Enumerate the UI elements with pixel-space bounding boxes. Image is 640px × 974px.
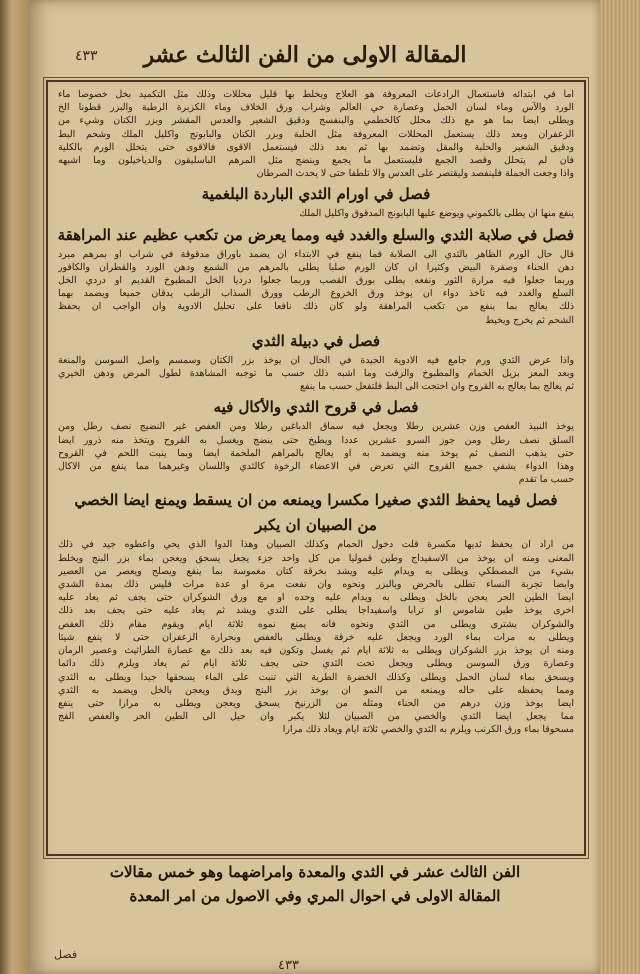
catchword: فصل (54, 948, 78, 961)
text-line: الشحم ثم يخرج ويخيط (485, 314, 574, 326)
page-stack-edge (598, 0, 640, 974)
text-line: والشوكران يشترى ويطلى من الثدي ونحوه فانه يمنع نموه ثلاثة ايام ويقوم مقام ذلك العفص (58, 618, 574, 630)
text-line: حتى يذهب النصف ثم يوخذ منه ويضمد به او يعالج بالمراهم الملحمة ايضا وبما ينبت اللحم في القروح (58, 447, 574, 459)
body-text (58, 88, 574, 737)
text-line: ويسحق بماء لسان الحمل ويطلى وكذلك الخضرة الطرية التي تنبت على الماء يسحقها جيدا ويطلى به الثدي (58, 671, 574, 683)
text-line: مما يجعل ايضا الثدي والخصي من الصبيان لئلا يكبر وان حيل الى الطين الحر والعفص الفج (58, 711, 574, 723)
text-line: ذلك يعالج بما ينفع من تكعب المراهقة ولو كان ذلك نافعا على تحليل الادوية وان الواجب ان يحفظ (58, 301, 574, 313)
text-line: ويطلى ايضا بما هو مع ذلك محلل كالخطمي والبنفسج ودقيق الشعير والعدس المقشر وبزر الكتان وشيء من (58, 115, 574, 127)
text-line: ودقيق الشعير والحلبة والمقل وتضمد بها ثم بعد ذلك فيستعمل الاقوى فالاقوى حتى يتحلل الورم بالكلية (58, 141, 574, 153)
text-line: بشيء من المصطكي ويطلى به ويدام عليه ويشد بخرقة كتان مغموسة بما ينفع ويصلح ويعصر من العصير (58, 565, 574, 577)
section-heading: فصل في قروح الثدي والأكال فيه (213, 398, 419, 417)
text-line: وعصارة ورق السوسن ويطلى ويجعل تحت الثدي حتى يجف ثلاثة ايام ثم يعاد ويلزم ذلك دائما (58, 658, 574, 670)
chapter-heading: المقالة الاولى في احوال المري وفي الاصول من امر المعدة (129, 887, 501, 905)
text-line: ايضا يوخذ وزن درهم من الحناء ومثله من الزرنيخ يسحق ويعجن ويطلى به مرارا حتى ينفع (58, 697, 574, 709)
text-line: السلق نصف رطل ومن جوز السرو عشرين عددا ويطبخ حتى ينضج ويغسل به القروح ويتخذ منه ذرور ايضا (58, 434, 574, 446)
facing-page-edge (0, 0, 30, 974)
book-section-title: الفن الثالث عشر في الثدي والمعدة وامراضهما وهو خمس مقالات (109, 863, 521, 881)
text-line: وهذا الدواء يشفي جميع القروح التي تعرض في الاعضاء الرخوة كالثدي واللسان وغيرهما مما ينفع من الاكال (58, 461, 574, 473)
text-line: اخرى يوخذ طين شاموس او ترابا واسفيداجا يطلى على الثدي ويشد ثم يعاد عليه حتى يجف بعد ذلك (58, 605, 574, 617)
page-number-bottom: ٤٣٣ (278, 958, 299, 973)
text-line: مسحوقا بماء ورق الكرنب ويلزم به الثدي والخصي ثلاثة ايام ويعاد ذلك مرارا (282, 724, 574, 736)
text-line: ينفع منها ان يطلى بالكموني ويوضع عليها البابونج المدقوق واكليل الملك (299, 208, 574, 220)
text-line: ويطلى به مرات بماء الورد ويجعل عليه خرقة ويطلى بالعفص وبحرارة الزعفران حتى لا ينفع شيئا (58, 631, 574, 643)
text-line: وبعد المعز بزيل الحمام والمطبوخ والزفت وما اشبه ذلك حسب ما توجبه المشاهدة لطول المرض ودهن الخيري (58, 368, 574, 380)
text-line: يوخذ النبيذ العفص وزن عشرين رطلا ويجعل فيه سماق الدباغين رطلا ومن العفص غير النضيج نصف رطل ومن (58, 421, 574, 433)
section-heading: فصل في دبيلة الثدي (251, 331, 381, 350)
section-heading: فصل فيما يحفظ الثدي صغيرا مكسرا ويمنعه من ان يسقط ويمنع ايضا الخصي (74, 491, 558, 510)
text-line: واذا عرض الثدي ورم جامع فيه الادوية الجيدة في الحال ان يوخذ بزر الكتان وسمسم واصل السوسن والمنعة (58, 354, 574, 366)
page-header (30, 40, 600, 76)
text-line: قال حال الورم الظاهر بالثدي الى الصلابة فما ينفع في الابتداء ان يضمد باوراق مدقوقة في شراب او بمرهم مبرد (58, 248, 574, 260)
text-line: ومنه ان يوخذ بزر الشوكران ويطلى به ثلاثة ايام ثم يغسل وتكون فيه بعد ذلك مع عصارة الطراثيث وعصير الرمان (58, 645, 574, 657)
text-line: فان لم يتحلل وقصد الجمع فليستعمل ما يجمع وينضج مثل المرهم الباسليقون والدياخيلون وما اشبهه (58, 155, 574, 167)
text-line: ثم يعالج بما يعالج به القروح وان احتجت الى البط فلتفعل حسب ما ينفع (299, 381, 574, 393)
text-line: وربما جعلوا فيه مرارة الثور ونفعه يطلى بورق القصب وربما جعلوا درديا الخل المطبوخ القديم او دردي الخل (58, 275, 574, 287)
text-line: من اراد ان يحفظ ثديها مكسرة قلت دخول الحمام وكذلك الصبيان وهذا الدوا الذي يحي واعطوه جيد في ذلك (58, 539, 574, 551)
text-line: ايضا الطين الحر يعجن بالخل ويطلى به ويدام عليه وحده او مع ورق الشوكران حتى يجف ثم يعاد عليه (58, 592, 574, 604)
section-heading: فصل في صلابة الثدي والسلع والغدد فيه ومما يعرض من تكعب عظيم عند المراهقة (58, 225, 574, 244)
text-line: حسب ما تقدم (518, 474, 574, 486)
section-heading: من الصبيان ان يكبر (255, 516, 377, 535)
text-frame (46, 80, 586, 856)
text-line: دهن الحناء وصفرة البيض وكثيرا ان كان الورم صلبا يطلى بالمرهم من الشمع ودهن الورد والقطران والكافور (58, 261, 574, 273)
text-line: الزعفران وبعد ذلك يستعمل المحللات المعروفة مثل الحلبة وبزر الكتان والبابونج واكليل الملك وشحم البط (58, 128, 574, 140)
text-line: المعنى ومنه ان يوخذ من الاسفيداج وطين قموليا من كل واحد جزء يجعل يسحق ويعجن بماء بزر البنج ويخلط (58, 552, 574, 564)
text-line: السلع والغدد فيه تاخذ دواء ان يوخذ ورق الخروع الرطب وورق السذاب الرطب يدقان جميعا ويضمد بهما (58, 288, 574, 300)
manuscript-page (30, 0, 600, 974)
section-heading: فصل في اورام الثدي الباردة البلغمية (201, 185, 431, 204)
text-line: وايضا تجربة النساء تطلى بالحرض وبالبزر ونحوه وان نفعت مرة او عدة مرات فليس ذلك بمدة الشدي (58, 579, 574, 591)
text-line: اما في ابتدائه فاستعمال الرادعات المعروفة هو العلاج ويخلط بها قليل محللات وذلك مثل التكميد بخل خصوصا ماء (58, 89, 574, 100)
text-line: ومما يحفظه على حاله ويمنعه من النمو ان يوخذ بزر البنج ويدق ويعجن بالخل ويضمد به الثدي (58, 684, 574, 696)
page-number-top: ٤٣٣ (75, 48, 98, 64)
text-line: الورد والآس وماء لسان الحمل وعصارة حي العالم وشراب ورق الخلاف وماء الكزبرة الرطبة والبزر قطونا الخ (58, 102, 574, 114)
text-line: واذا وجعت الجملة فلينفصد وليقتصر على العدس والا تلطفا حتى لا يحدث الصرطان (256, 168, 574, 180)
page-footer (50, 860, 580, 974)
running-title: المقالة الاولى من الفن الثالث عشر (143, 42, 467, 68)
